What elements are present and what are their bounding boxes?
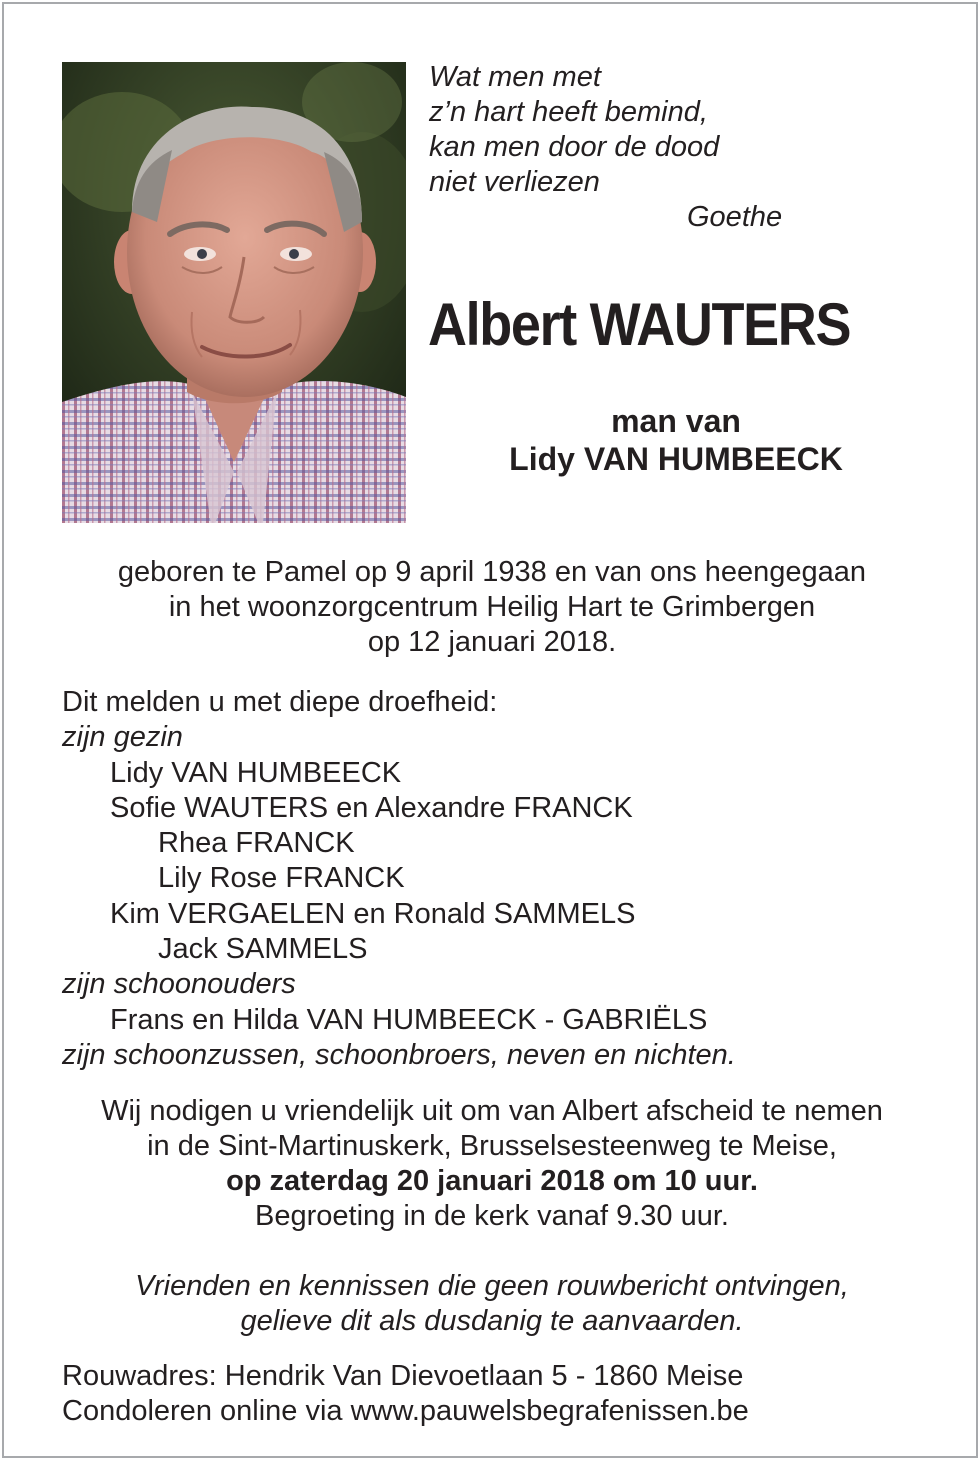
notice-line: gelieve dit als dusdanig te aanvaarden. [240, 1305, 744, 1337]
condolence-link[interactable]: Condoleren online via www.pauwelsbegrafenissen.be [62, 1395, 749, 1427]
quote-line: z’n hart heeft bemind, [429, 96, 708, 128]
quote-line: kan men door de dood [429, 131, 720, 163]
relatives-line: zijn schoonzussen, schoonbroers, neven en nichten. [62, 1038, 736, 1071]
mourning-address: Rouwadres: Hendrik Van Dievoetlaan 5 - 1860 Meise [62, 1360, 744, 1392]
spouse-name: Lidy VAN HUMBEECK [509, 441, 843, 477]
relation-label: man van [611, 403, 741, 439]
ceremony-date-time: op zaterdag 20 januari 2018 om 10 uur. [226, 1165, 758, 1197]
spouse-block [484, 402, 868, 478]
family-heading: zijn gezin [62, 721, 183, 754]
in-laws-names: Frans en Hilda VAN HUMBEECK - GABRIËLS [110, 1003, 708, 1036]
birth-death-line: geboren te Pamel op 9 april 1938 en van ons heengegaan [117, 556, 867, 588]
ceremony-location: in de Sint-Martinuskerk, Brusselsesteenweg te Meise, [147, 1130, 837, 1162]
family-member: Lidy VAN HUMBEECK [110, 756, 402, 789]
birth-death-info [44, 555, 940, 660]
ceremony-line: Wij nodigen u vriendelijk uit om van Albert afscheid te nemen [101, 1095, 883, 1127]
family-member: Kim VERGAELEN en Ronald SAMMELS [110, 897, 636, 930]
announcement-intro: Dit melden u met diepe droefheid: [62, 686, 498, 718]
memorial-quote [429, 60, 849, 235]
birth-death-line: op 12 januari 2018. [367, 626, 617, 658]
family-announcement [62, 685, 922, 1073]
family-member: Lily Rose FRANCK [158, 862, 405, 895]
family-member: Jack SAMMELS [158, 933, 368, 966]
notice-line: Vrienden en kennissen die geen rouwbericht ontvingen, [135, 1270, 849, 1302]
family-member: Sofie WAUTERS en Alexandre FRANCK [110, 791, 633, 824]
deceased-name: Albert WAUTERS [428, 291, 851, 358]
death-notice-card [2, 2, 978, 1458]
birth-death-line: in het woonzorgcentrum Heilig Hart te Grimbergen [168, 591, 816, 623]
family-member: Rhea FRANCK [158, 827, 355, 860]
quote-line: niet verliezen [429, 166, 600, 198]
notice-text [34, 1269, 950, 1339]
ceremony-greeting: Begroeting in de kerk vanaf 9.30 uur. [255, 1200, 729, 1232]
portrait-photo [62, 62, 406, 523]
ceremony-invitation [34, 1094, 950, 1234]
contact-info [62, 1359, 942, 1429]
in-laws-heading: zijn schoonouders [62, 968, 296, 1001]
quote-line: Wat men met [429, 61, 601, 93]
quote-author: Goethe [687, 201, 783, 233]
